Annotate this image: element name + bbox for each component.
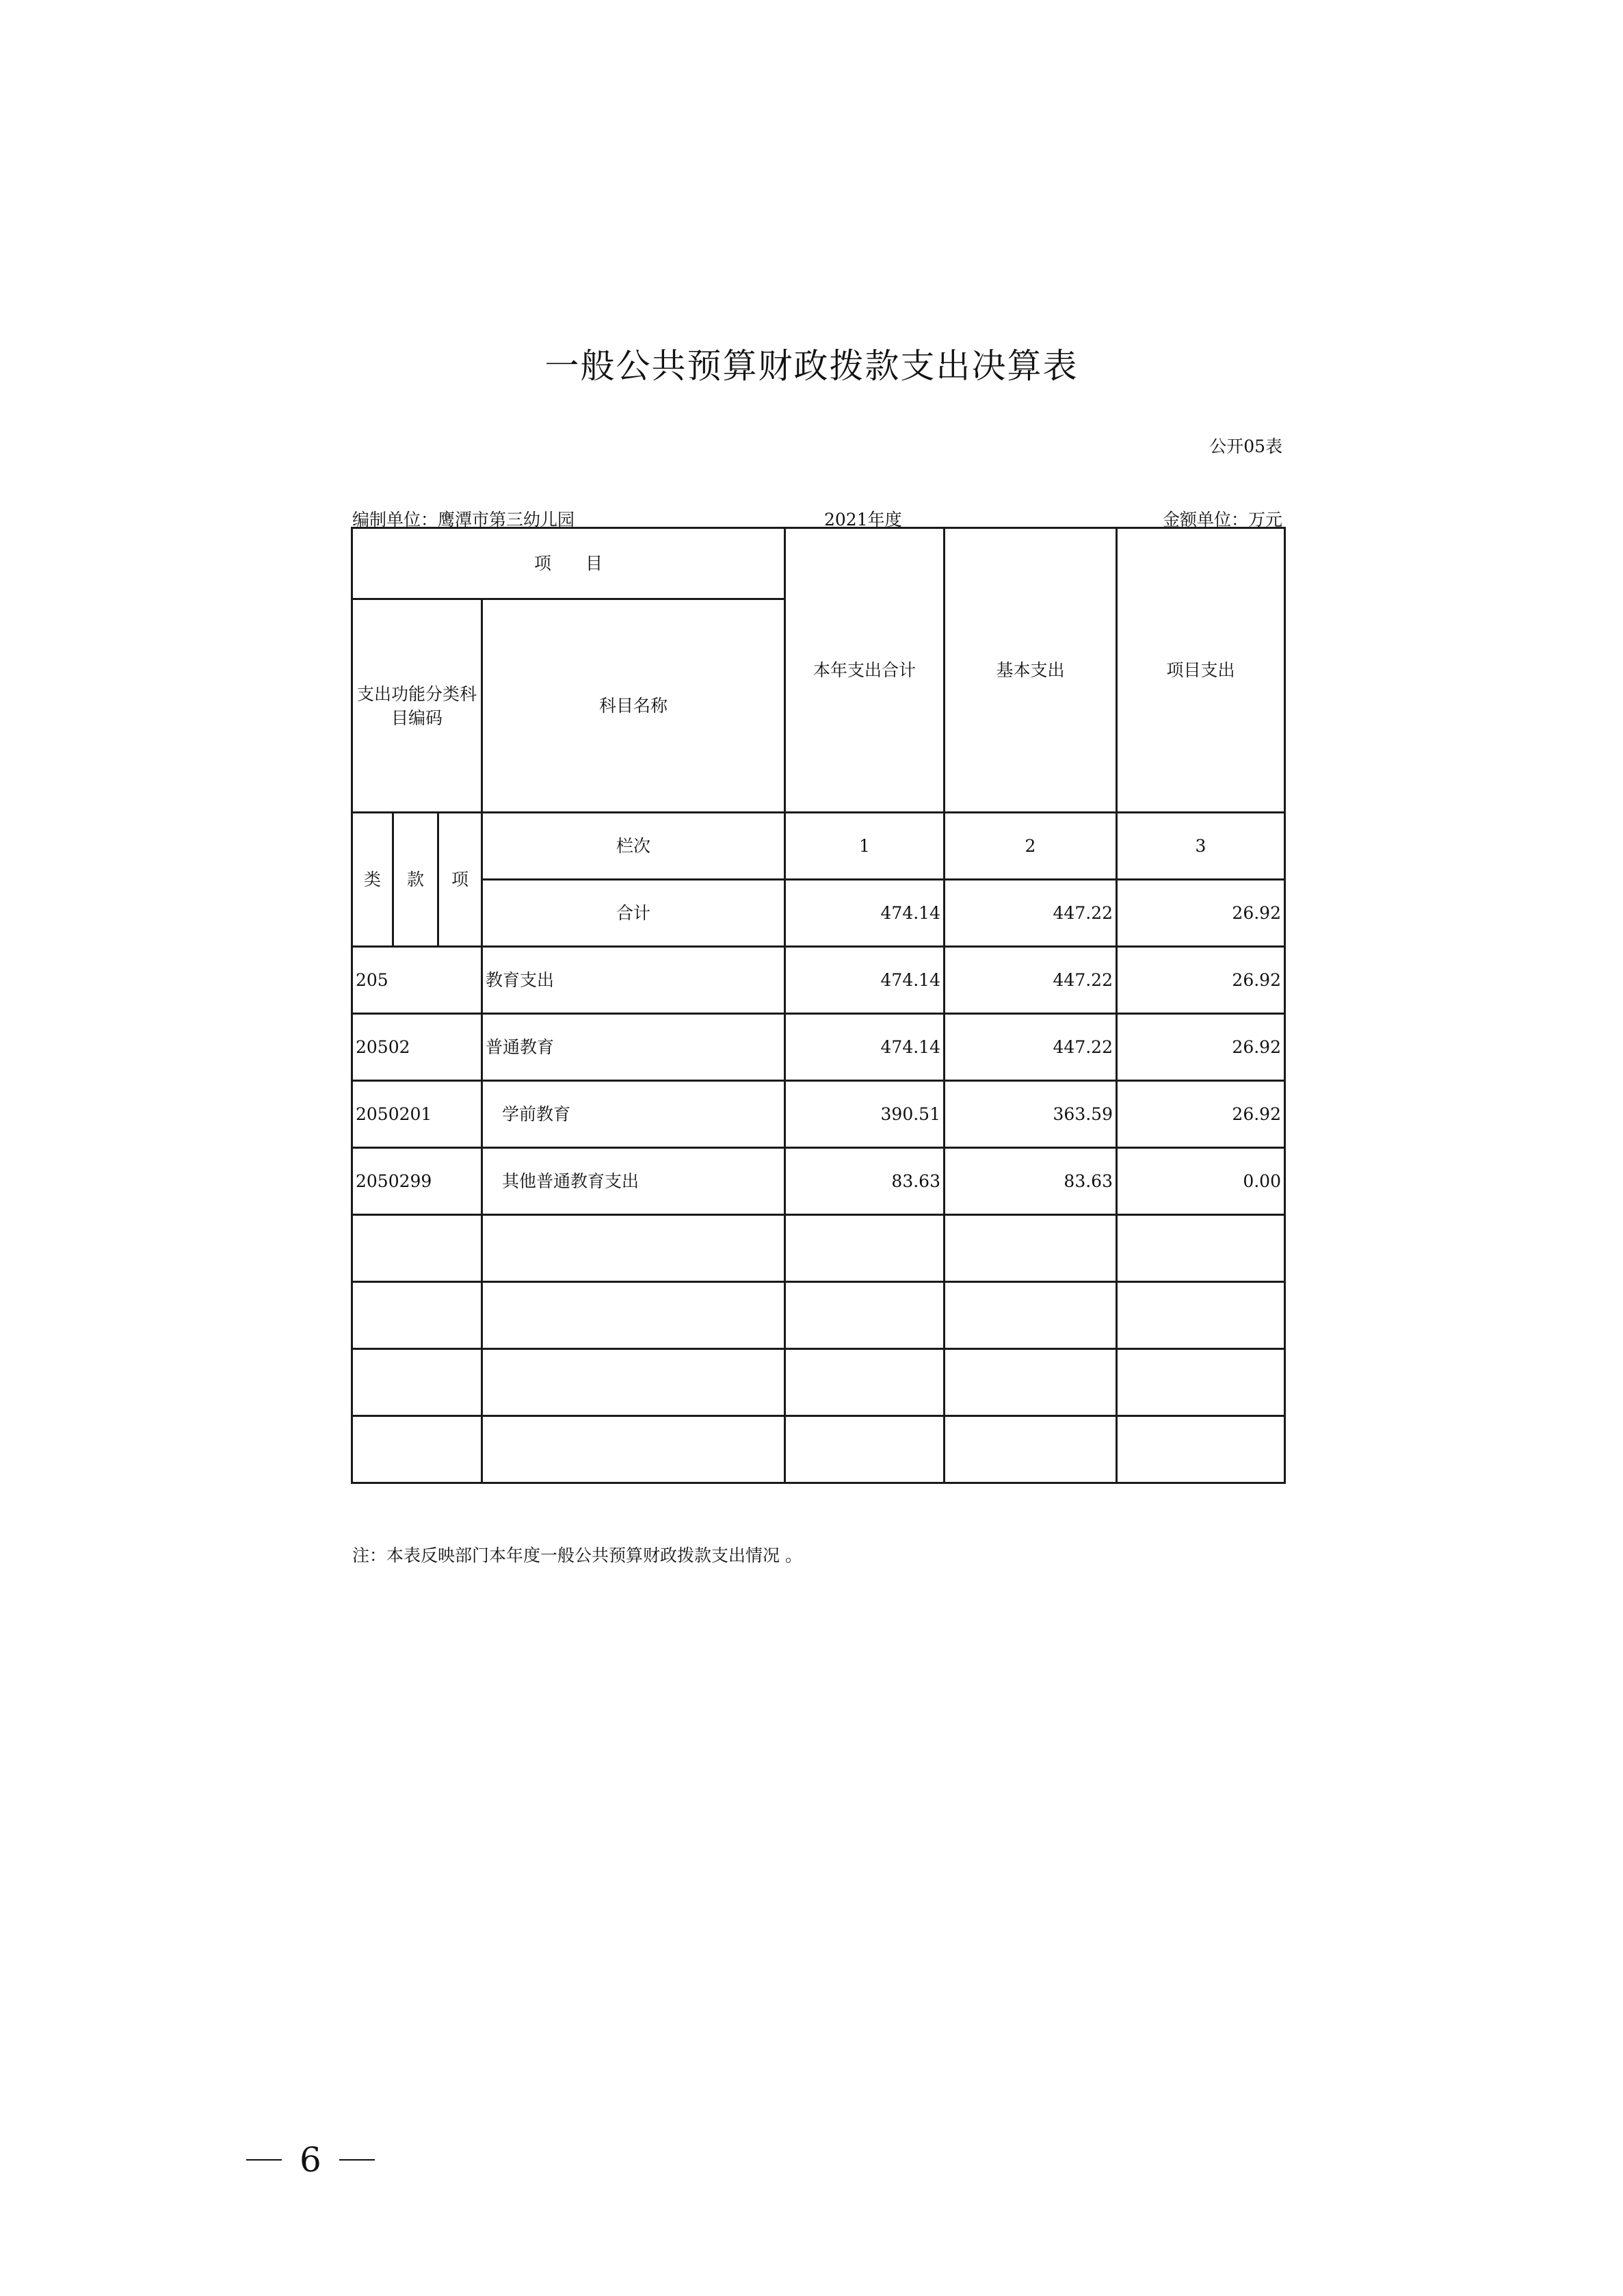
header-project: 项目支出: [1117, 528, 1285, 813]
header-subject-name: 科目名称: [482, 599, 785, 813]
empty-cell: [352, 1416, 482, 1483]
header-total: 本年支出合计: [785, 528, 945, 813]
header-func-code: 支出功能分类科目编码: [352, 599, 482, 813]
row-project: 0.00: [1117, 1148, 1285, 1215]
row-name: 普通教育: [482, 1014, 785, 1081]
empty-cell: [482, 1215, 785, 1282]
header-item: 项 目: [352, 528, 785, 599]
empty-cell: [1117, 1416, 1285, 1483]
row-project: 26.92: [1117, 1014, 1285, 1081]
document-title: 一般公共预算财政拨款支出决算表: [544, 346, 1079, 386]
column-order-row: [352, 813, 1285, 880]
footer-dash-right: [339, 2159, 375, 2161]
empty-cell: [1117, 1349, 1285, 1416]
page-footer: [246, 2140, 375, 2180]
table-code: 公开05表: [1209, 436, 1282, 456]
table-row: [352, 1081, 1285, 1148]
empty-cell: [785, 1215, 945, 1282]
expenditure-table: [351, 527, 1286, 1484]
column-number-1: 1: [785, 813, 945, 880]
row-basic: 447.22: [945, 947, 1117, 1014]
table-note: 注：本表反映部门本年度一般公共预算财政拨款支出情况 。: [352, 1545, 802, 1565]
sum-label: 合计: [482, 880, 785, 947]
column-number-2: 2: [945, 813, 1117, 880]
row-basic: 363.59: [945, 1081, 1117, 1148]
table-row: [352, 1148, 1285, 1215]
row-total: 83.63: [785, 1148, 945, 1215]
row-code: 2050299: [352, 1148, 482, 1215]
empty-cell: [1117, 1215, 1285, 1282]
footer-dash-left: [246, 2159, 282, 2161]
header-basic: 基本支出: [945, 528, 1117, 813]
header-xiang: 项: [438, 813, 482, 947]
row-basic: 447.22: [945, 1014, 1117, 1081]
empty-cell: [482, 1282, 785, 1349]
column-order-label: 栏次: [482, 813, 785, 880]
row-total: 474.14: [785, 1014, 945, 1081]
sum-total: 474.14: [785, 880, 945, 947]
row-code: 2050201: [352, 1081, 482, 1148]
header-kuan: 款: [393, 813, 438, 947]
empty-cell: [785, 1349, 945, 1416]
row-name: 其他普通教育支出: [482, 1148, 785, 1215]
empty-cell: [945, 1282, 1117, 1349]
row-code: 205: [352, 947, 482, 1014]
empty-cell: [945, 1416, 1117, 1483]
empty-cell: [352, 1349, 482, 1416]
row-project: 26.92: [1117, 1081, 1285, 1148]
row-code: 20502: [352, 1014, 482, 1081]
row-total: 474.14: [785, 947, 945, 1014]
empty-row: [352, 1282, 1285, 1349]
empty-cell: [785, 1416, 945, 1483]
header-row-1: [352, 528, 1285, 599]
fiscal-year: 2021年度: [824, 510, 902, 530]
sum-row: [352, 880, 1285, 947]
row-project: 26.92: [1117, 947, 1285, 1014]
empty-cell: [945, 1215, 1117, 1282]
empty-cell: [482, 1416, 785, 1483]
empty-row: [352, 1416, 1285, 1483]
empty-cell: [482, 1349, 785, 1416]
empty-cell: [352, 1215, 482, 1282]
empty-row: [352, 1215, 1285, 1282]
row-basic: 83.63: [945, 1148, 1117, 1215]
table-row: [352, 1014, 1285, 1081]
row-total: 390.51: [785, 1081, 945, 1148]
row-name: 教育支出: [482, 947, 785, 1014]
empty-cell: [945, 1349, 1117, 1416]
page-number: 6: [300, 2140, 321, 2180]
row-name: 学前教育: [482, 1081, 785, 1148]
empty-cell: [1117, 1282, 1285, 1349]
sum-project: 26.92: [1117, 880, 1285, 947]
money-unit: 金额单位：万元: [1162, 510, 1282, 530]
header-lei: 类: [352, 813, 393, 947]
compiling-unit: 编制单位：鹰潭市第三幼儿园: [352, 510, 575, 530]
sum-basic: 447.22: [945, 880, 1117, 947]
table-row: [352, 947, 1285, 1014]
column-number-3: 3: [1117, 813, 1285, 880]
empty-cell: [352, 1282, 482, 1349]
empty-row: [352, 1349, 1285, 1416]
empty-cell: [785, 1282, 945, 1349]
